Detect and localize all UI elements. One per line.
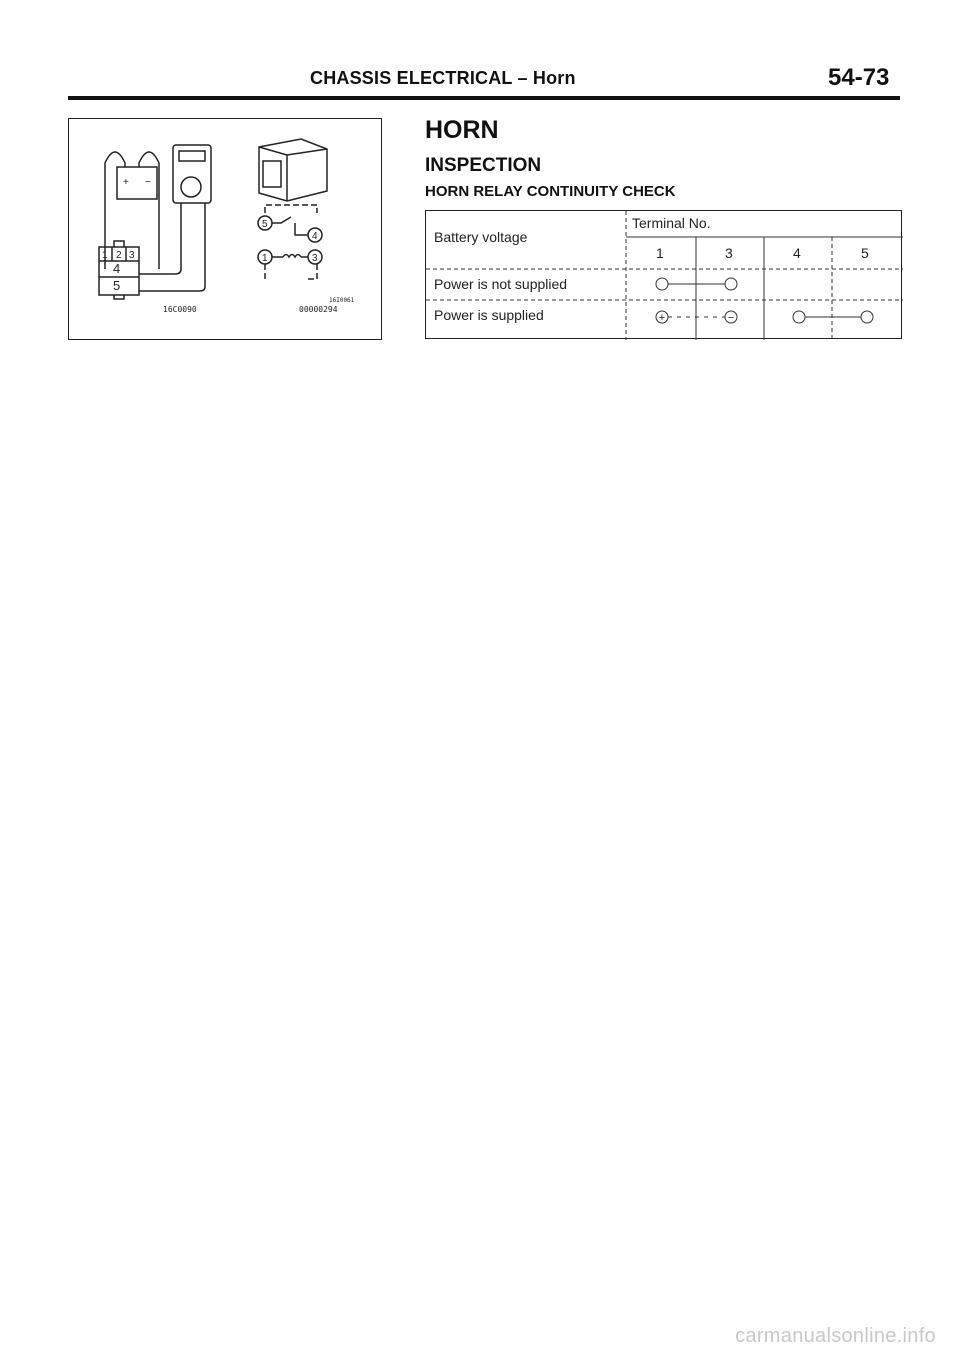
continuity-terminal-mark [656,278,668,290]
connector-pin-label: 2 [116,250,122,261]
header-rule [68,96,900,100]
row-label-power-not-supplied: Power is not supplied [434,276,568,292]
continuity-terminal-mark [861,311,873,323]
continuity-table [425,210,902,339]
circuit-terminal-label: 4 [312,231,318,242]
circuit-terminal-label: 3 [312,253,318,264]
inspection-subheading: INSPECTION [425,155,542,176]
relay-test-figure [68,118,382,340]
circuit-terminal-label: 5 [262,219,268,230]
continuity-terminal-mark [725,278,737,290]
terminal-number: 5 [861,245,869,261]
circuit-terminal-label: 1 [262,253,268,264]
page-number: 54-73 [828,64,890,91]
connector-pin-label: 5 [113,278,121,293]
figure-code-left: 16C0090 [163,305,197,314]
figure-code-right: 00000294 [299,305,338,314]
footer-watermark: carmanualsonline.info [735,1325,936,1347]
terminal-no-header: Terminal No. [632,215,711,231]
check-title: HORN RELAY CONTINUITY CHECK [425,183,676,200]
terminal-number: 3 [725,245,733,261]
terminal-number: 1 [656,245,664,261]
connector-pin-label: 1 [102,250,108,261]
connector-pin-label: 3 [129,250,135,261]
battery-voltage-header: Battery voltage [434,229,528,245]
continuity-terminal-mark [793,311,805,323]
polarity-minus-label: − [727,312,735,324]
battery-minus-label: − [145,177,151,188]
battery-plus-label: + [123,177,129,188]
page-header-title: CHASSIS ELECTRICAL – Horn [310,68,576,88]
figure-code-right-top: 16I0061 [329,297,355,304]
row-label-power-supplied: Power is supplied [434,307,544,323]
section-heading: HORN [425,116,499,144]
relay-body-icon [259,139,327,201]
polarity-plus-label: + [658,312,666,324]
terminal-number: 4 [793,245,801,261]
connector-pin-label: 4 [113,261,121,276]
